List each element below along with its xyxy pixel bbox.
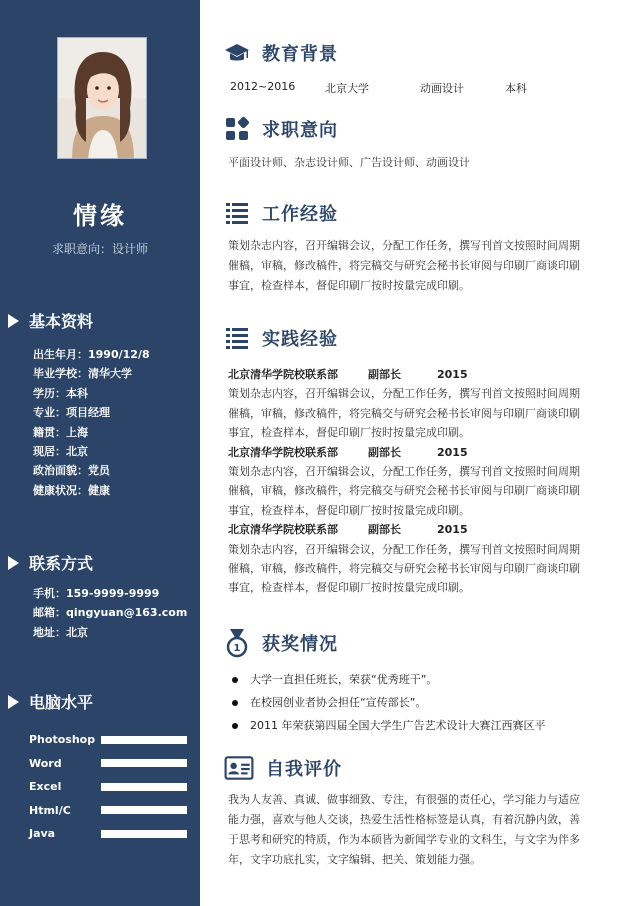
info-row-birth: 出生年月：1990/12/8 — [33, 348, 150, 361]
award-item: 在校园创业者协会担任“宣传部长”。 — [230, 691, 620, 714]
list-icon — [224, 200, 250, 226]
award-item: 大学一直担任班长，荣获“优秀班干”。 — [230, 668, 620, 691]
education-major: 动画设计 — [420, 82, 464, 95]
practice-entry-header — [228, 520, 608, 539]
contact-title: 联系方式 — [29, 554, 94, 573]
triangle-right-icon — [8, 556, 19, 570]
skill-row: Photoshop — [29, 728, 194, 752]
practice-entry — [228, 443, 608, 521]
contact-row-address: 地址：北京 — [33, 625, 88, 639]
skill-bar — [101, 759, 187, 767]
grid-apps-icon — [224, 116, 250, 142]
practice-entry — [228, 520, 608, 598]
practice-year: 2015 — [437, 368, 468, 381]
award-item: 2011 年荣获第四届全国大学生广告艺术设计大赛江西赛区平 — [230, 714, 620, 737]
info-row-origin: 籍贯：上海 — [33, 425, 88, 439]
work-heading — [224, 200, 338, 226]
practice-line: 催稿，审稿，修改稿件，将完稿交与研究会秘书长审阅与印刷厂商谈印刷 — [228, 484, 580, 498]
job-intent-title: 求职意向 — [262, 120, 338, 141]
self-eval-line: 我为人友善、真诚、做事细致、专注，有很强的责任心，学习能力与适应 — [228, 793, 580, 806]
awards-title: 获奖情况 — [262, 634, 338, 655]
triangle-right-icon — [8, 695, 19, 709]
education-period: 2012~2016 — [230, 80, 296, 93]
profile-intent: 求职意向：设计师 — [51, 242, 148, 256]
graduation-cap-icon — [224, 40, 250, 66]
self-eval-line: 年，文字功底扎实，文字编辑、把关、策划能力强。 — [228, 853, 481, 866]
practice-list — [228, 365, 608, 598]
practice-line: 策划杂志内容，召开编辑会议，分配工作任务，撰写刊首文按照时间周期 — [228, 465, 580, 478]
practice-line: 策划杂志内容，召开编辑会议，分配工作任务，撰写刊首文按照时间周期 — [228, 542, 580, 556]
awards-list — [230, 668, 620, 737]
info-row-degree: 学历：本科 — [33, 386, 88, 400]
contact-heading — [8, 551, 93, 574]
profile-name: 情缘 — [73, 202, 127, 230]
basic-info-list — [33, 345, 150, 500]
contact-row-email: 邮箱：qingyuan@163.com — [33, 606, 188, 620]
practice-line: 催稿，审稿，修改稿件，将完稿交与研究会秘书长审阅与印刷厂商谈印刷 — [228, 562, 580, 576]
skill-row: Word — [29, 752, 194, 776]
sidebar — [0, 0, 200, 906]
medal-icon — [224, 628, 250, 658]
practice-entry-header — [228, 443, 608, 462]
practice-org: 北京清华学院校联系部 — [228, 523, 338, 537]
basic-info-heading — [8, 309, 93, 332]
practice-role: 副部长 — [368, 368, 401, 381]
education-title: 教育背景 — [262, 44, 338, 65]
practice-entry — [228, 365, 608, 443]
info-row-health: 健康状况：健康 — [33, 483, 110, 497]
education-heading — [224, 40, 338, 66]
bullet-icon — [232, 700, 238, 706]
education-degree: 本科 — [505, 82, 527, 95]
contact-row-phone: 手机：159-9999-9999 — [33, 587, 160, 600]
job-intent-text: 平面设计师、杂志设计师、广告设计师、动画设计 — [228, 156, 470, 169]
skill-row: Java — [29, 822, 194, 846]
work-line: 事宜，检查样本，督促印刷厂按时按量完成印刷。 — [228, 279, 470, 292]
self-eval-line: 于思考和研究的特质，作为本硕皆为新闻学专业的文科生，与文字为伴多 — [228, 833, 580, 846]
work-text — [228, 236, 608, 296]
practice-role: 副部长 — [368, 445, 401, 459]
skill-bar — [101, 830, 187, 838]
bullet-icon — [232, 677, 238, 683]
practice-line: 事宜，检查样本，督促印刷厂按时按量完成印刷。 — [228, 503, 470, 517]
skill-bar — [101, 736, 187, 744]
practice-line: 事宜，检查样本，督促印刷厂按时按量完成印刷。 — [228, 581, 470, 595]
info-row-politics: 政治面貌：党员 — [33, 464, 110, 478]
practice-year: 2015 — [437, 445, 468, 459]
info-row-school: 毕业学校：清华大学 — [33, 367, 132, 381]
practice-heading — [224, 325, 338, 351]
skill-list — [29, 728, 194, 846]
practice-entry-header — [228, 365, 608, 384]
work-line: 催稿，审稿，修改稿件，将完稿交与研究会秘书长审阅与印刷厂商谈印刷 — [228, 259, 580, 272]
skill-row: Html/C — [29, 799, 194, 823]
list-icon — [224, 325, 250, 351]
practice-line: 策划杂志内容，召开编辑会议，分配工作任务，撰写刊首文按照时间周期 — [228, 387, 580, 401]
svg-text:1: 1 — [233, 643, 241, 654]
work-title: 工作经验 — [262, 204, 338, 225]
practice-line: 事宜，检查样本，督促印刷厂按时按量完成印刷。 — [228, 426, 470, 440]
self-eval-line: 能力强，喜欢与他人交谈，热爱生活性格标签是认真，有着沉静内敛，善 — [228, 813, 580, 826]
education-school: 北京大学 — [325, 82, 369, 95]
basic-info-title: 基本资料 — [29, 312, 94, 331]
id-card-icon — [224, 755, 254, 781]
contact-list — [33, 584, 187, 642]
computer-title: 电脑水平 — [29, 693, 94, 712]
self-eval-title: 自我评价 — [266, 759, 342, 780]
job-intent-heading — [224, 116, 338, 142]
computer-heading — [8, 690, 93, 713]
practice-year: 2015 — [437, 523, 468, 537]
info-row-residence: 现居：北京 — [33, 445, 88, 459]
main-content — [200, 0, 640, 906]
skill-bar — [101, 806, 187, 814]
bullet-icon — [232, 723, 238, 729]
practice-title: 实践经验 — [262, 329, 338, 350]
skill-bar — [101, 783, 187, 791]
skill-row: Excel — [29, 775, 194, 799]
work-line: 策划杂志内容，召开编辑会议，分配工作任务，撰写刊首文按照时间周期 — [228, 239, 580, 252]
self-eval-text — [228, 790, 608, 870]
triangle-right-icon — [8, 314, 19, 328]
awards-heading — [224, 628, 338, 658]
practice-org: 北京清华学院校联系部 — [228, 445, 338, 459]
info-row-major: 专业：项目经理 — [33, 406, 110, 420]
practice-line: 催稿，审稿，修改稿件，将完稿交与研究会秘书长审阅与印刷厂商谈印刷 — [228, 406, 580, 420]
self-eval-heading — [224, 755, 342, 781]
profile-photo — [57, 37, 147, 159]
practice-role: 副部长 — [368, 523, 401, 537]
practice-org: 北京清华学院校联系部 — [228, 368, 338, 381]
